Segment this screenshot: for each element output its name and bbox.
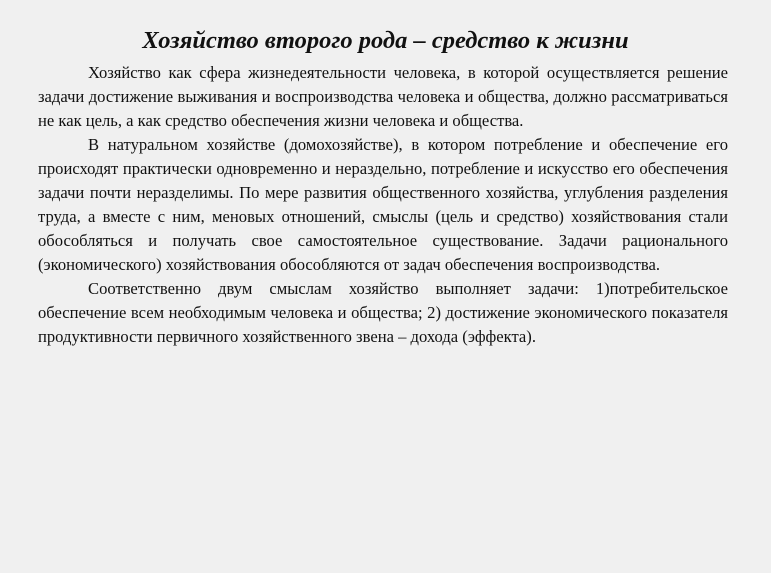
slide-body <box>38 61 728 349</box>
slide-title: Хозяйство второго рода – средство к жизни <box>142 27 629 54</box>
paragraph-3: Соответственно двум смыслам хозяйство выполняет задачи: 1)потребительское обеспечение всем необходимым человека и общества; 2) достижение экономического показателя продуктивности первичного хозяйственного звена – дохода (эффекта). <box>38 279 728 346</box>
paragraph-1: Хозяйство как сфера жизнедеятельности человека, в которой осуществляется решение задачи достижение выживания и воспроизводства человека и общества, должно рассматриваться не как цель, а как средство обеспечения жизни человека и общества. <box>38 63 728 130</box>
paragraph-2: В натуральном хозяйстве (домохозяйстве), в котором потребление и обеспечение его происходят практически одновременно и нераздельно, потребление и искусство его обеспечения задачи почти неразделимы. По мере развития общественного хозяйства, углубления разделения труда, а вместе с ним, меновых отношений, смыслы (цель и средство) хозяйствования стали обособляться и получать свое самостоятельное существование. Задачи рационального (экономического) хозяйствования обособляются от задач обеспечения воспроизводства. <box>38 135 728 274</box>
